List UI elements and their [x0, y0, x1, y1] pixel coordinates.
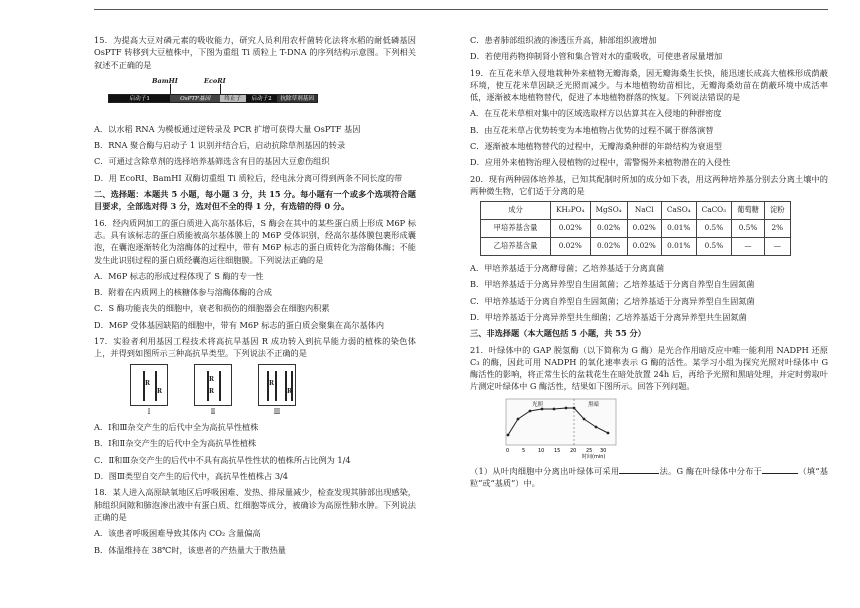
- svg-text:0: 0: [506, 447, 510, 454]
- panel-iii-label: Ⅲ: [273, 407, 281, 416]
- panel-i-label: Ⅰ: [147, 407, 151, 416]
- q16-option-b: B．附着在内质网上的核糖体参与溶酶体酶的合成: [94, 287, 272, 298]
- section2-title: 二、选择题：本题共 5 小题，每小题 3 分，共 15 分。每小题有一个或多个选项符合题目要求，全部选对得 3 分，选对但不全的得 1 分，有选错的得 0 分。: [94, 189, 416, 212]
- q18-option-b: B．体温维持在 38℃时，该患者的产热量大于散热量: [94, 544, 286, 555]
- q17-option-b: B．Ⅰ和Ⅱ杂交产生的后代中全为高抗旱性植株: [94, 438, 257, 449]
- q16-option-c: C．S 酶功能丧失的细胞中，衰老和损伤的细胞器会在细胞内积累: [94, 303, 330, 314]
- table-row: 甲培养基含量 0.02% 0.02% 0.02% 0.01% 0.5% 0.5% 2%: [481, 220, 791, 238]
- segment-promoter2: 启动子2: [246, 95, 278, 102]
- q16-stem: 16．经内质网加工的蛋白质进入高尔基体后，S 酶会在其中的某些蛋白质上形成 M6P 标志。具有该标志的蛋白质能被高尔基体膜上的 M6P 受体识别，经高尔基体膜包裹形成囊泡，在囊泡逐渐转化为溶酶体的过程中，带有 M6P 标志的蛋白质转化为溶酶体酶；不能发生此识别过程的蛋白质经囊泡运往细胞膜。下列说法正确的是: [94, 217, 416, 265]
- q19-option-c: C．逐渐被本地植物替代的过程中，无瓣海桑种群的年龄结构为衰退型: [470, 141, 722, 152]
- q19-option-d: D．应用外来植物治理入侵植物的过程中，需警惕外来植物潜在的入侵性: [470, 157, 731, 168]
- header-rule: [94, 9, 828, 10]
- q15-option-a: A．以水稻 RNA 为模板通过逆转录及 PCR 扩增可获得大量 OsPTF 基因: [94, 123, 361, 134]
- graph-dark-label: 黑暗: [588, 401, 600, 408]
- q20-stem: 20．现有两种固体培养基，已知其配制时所加的成分如下表，用这两种培养基分别去分离土壤中的两种微生物，它们适于分离的是: [470, 173, 828, 196]
- media-table: [480, 201, 791, 256]
- panel-iii: R R Ⅲ: [258, 364, 296, 418]
- q20-option-a: A．甲培养基适于分离酵母菌；乙培养基适于分离真菌: [470, 263, 665, 274]
- bamhi-label: BamHⅠ: [152, 76, 178, 85]
- svg-text:20: 20: [570, 447, 577, 454]
- q18-option-a: A．该患者呼吸困难导致其体内 CO₂ 含量偏高: [94, 528, 261, 539]
- graph-svg: [492, 397, 622, 459]
- q15-option-c: C．可通过含除草剂的选择培养基筛选含有目的基因大豆愈伤组织: [94, 156, 330, 167]
- q19-stem: 19．在互花米草入侵地栽种外来植物无瓣海桑，因无瓣海桑生长快，能迅速长成高大植株形成荫蔽环境，使互花米草因缺乏光照而减少。与本地植物幼苗相比，无瓣海桑幼苗在荫蔽环境中成活率低，逐渐被本地植物替代，促进了本地植物群落的恢复。下列说法错误的是: [470, 67, 828, 103]
- left-column: [94, 34, 416, 560]
- q17-option-c: C．Ⅱ和Ⅲ杂交产生的后代中不具有高抗旱性性状的植株所占比例为 1/4: [94, 454, 351, 465]
- q21-sub1: （1）从叶肉细胞中分离出叶绿体可采用 法。G 酶在叶绿体中分布于 （填“基粒”或“基质”）中。: [470, 465, 828, 489]
- svg-text:30: 30: [600, 447, 607, 454]
- panel-i: R R Ⅰ: [130, 364, 168, 418]
- panel-ii: R R Ⅱ: [194, 364, 232, 418]
- section3-title: 三、非选择题（本大题包括 5 小题，共 55 分）: [470, 328, 646, 339]
- q16-option-d: D．M6P 受体基因缺陷的细胞中，带有 M6P 标志的蛋白质会聚集在高尔基体内: [94, 319, 385, 330]
- segment-osptf: OsPTF基因: [170, 95, 220, 102]
- q19-option-a: A．在互花米草相对集中的区域选取样方以估算其在入侵地的种群密度: [470, 108, 722, 119]
- ecori-label: EcoRⅠ: [204, 76, 226, 85]
- segment-herbicide-resistance: 抗除草剂基因: [277, 95, 317, 102]
- tdna-diagram: [108, 77, 318, 117]
- svg-text:5: 5: [522, 447, 526, 454]
- q15-option-b: B．RNA 聚合酶与启动子 1 识别并结合后，启动抗除草剂基因的转录: [94, 140, 346, 151]
- chromosome-panels: [130, 364, 416, 418]
- enzyme-activity-graph: [492, 397, 622, 459]
- right-column: [470, 34, 828, 493]
- q17-option-a: A．Ⅰ和Ⅲ杂交产生的后代中全为高抗旱性植株: [94, 422, 259, 433]
- svg-text:15: 15: [554, 447, 561, 454]
- q16-option-a: A．M6P 标志的形成过程体现了 S 酶的专一性: [94, 270, 264, 281]
- q15-option-d: D．用 EcoRⅠ、BamHⅠ 双酶切重组 Ti 质粒后，经电泳分离可得到两条不同长度的带: [94, 172, 403, 183]
- tdna-strip: [108, 94, 318, 103]
- q20-option-c: C．甲培养基适于分离自养型自生固氮菌；乙培养基适于分离异养型自生固氮菌: [470, 295, 755, 306]
- bamhi-site: [170, 84, 171, 94]
- svg-text:10: 10: [538, 447, 545, 454]
- q17-option-d: D．图Ⅲ类型自交产生的后代中，高抗旱性植株占 3/4: [94, 471, 288, 482]
- segment-terminator: 终止子: [220, 95, 246, 102]
- svg-text:25: 25: [586, 447, 593, 454]
- q18-option-d: D．若使用药物抑制肾小管和集合管对水的重吸收，可使患者尿量增加: [470, 51, 723, 62]
- q19-option-b: B．由互花米草占优势转变为本地植物占优势的过程不属于群落演替: [470, 124, 714, 135]
- table-row: 乙培养基含量 0.02% 0.02% 0.02% 0.01% 0.5% — —: [481, 238, 791, 256]
- q20-option-d: D．甲培养基适于分离异养型共生细菌；乙培养基适于分离异养型共生固氮菌: [470, 311, 747, 322]
- segment-promoter1: 启动子1: [109, 95, 170, 102]
- q21-stem: 21．叶绿体中的 GAP 脱氢酶（以下简称为 G 酶）是光合作用暗反应中唯一能利用 NADPH 还原 C₃ 的酶，因此可用 NADPH 的氧化速率表示 G 酶的活性。某学习小组为探究光照对叶绿体中 G 酶活性的影响，将正常生长的盆栽花生在暗处放置 24h 后，再给予光照和黑暗处理，并定时剪取叶片测定叶绿体中 G 酶活性，结果如下图所示。回答下列问题。: [470, 344, 828, 392]
- ecori-site: [220, 84, 221, 94]
- q17-stem: 17．实验者利用基因工程技术将高抗旱基因 R 成功转入到抗旱能力弱的植株的染色体上，并得到如图所示三种高抗旱类型。下列说法不正确的是: [94, 336, 416, 359]
- graph-light-label: 光照: [532, 401, 544, 408]
- q18-option-c: C．患者肺部组织液的渗透压升高，肺部组织液增加: [470, 35, 657, 45]
- panel-ii-label: Ⅱ: [210, 407, 216, 416]
- q20-option-b: B．甲培养基适于分离异养型自生固氮菌；乙培养基适于分离自养型自生固氮菌: [470, 279, 755, 290]
- q18-stem: 18．某人进入高原缺氧地区后呼吸困难、发热、排尿量减少，检查发现其肺部出现感染，肺组织间隙和肺泡渗出液中有蛋白质、红细胞等成分，被确诊为高原性肺水肿。下列说法正确的是: [94, 487, 416, 522]
- graph-x-unit: 时间(min): [582, 453, 606, 459]
- table-header-row: 成分 KH₂PO₄ MgSO₄ NaCl CaSO₄ CaCO₃ 葡萄糖 淀粉: [481, 202, 791, 220]
- q15-stem: 15．为提高大豆对磷元素的吸收能力，研究人员利用农杆菌转化法将水稻的耐低磷基因 OsPTF 转移到大豆植株中，下图为重组 Ti 质粒上 T-DNA 的序列结构示意图。下列相关叙述不正确的是: [94, 35, 416, 70]
